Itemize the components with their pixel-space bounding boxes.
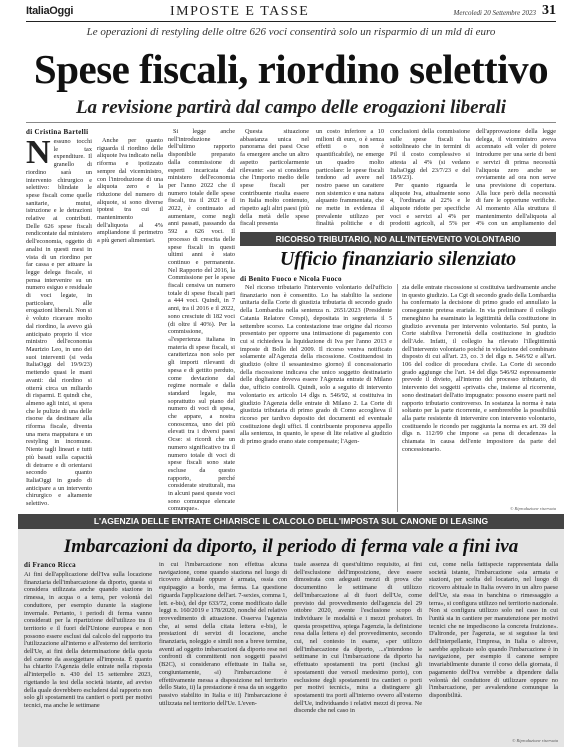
- issue-date: Mercoledì 20 Settembre 2023: [453, 9, 536, 17]
- box-paragraph: zia delle entrate riscossione si costituiva tardivamente anche in questo giudizio. La Cgt di secondo grado della Lombardia ha confermato la decisione di primo grado ed annullato la conseguente pretesa erariale. In via preliminare il collegio meneghino ha esaminato la legittimità della costituzione in giudizio avvenuta per intervento volontario. Sul punto, la Corte stabiliva l'erroneità della costituzione in giudizio dell'Ade. Infatti, il collegio ha rilevato l'illegittimità dell'intervento volontario poiché in violazione del combinato disposto di cui all'art. 23, co. 3 del dlgs n. 546/92 e all'art. 106 del codice di procedura civile. La Corte di secondo grado aggiunge che l'art. 14 del dlgs 546/92 espressamente prevede il divieto, all'interno del processo tributario, di intervento dei soggetti «privati» che, insieme al ricorrente, sono destinatari dell'atto impugnato: possono essere parti nel rapporto tributario controverso. In sostanza la norma è nata soltanto per la parte ricorrente, e sembrerebbe la possibilità alla parte resistente di intervenire con intervento volontario, costituendo le ricondo per raggiunta la norma ex art. 39 del dlgs n. 112/99 che impone «a pena di decadenza» la chiamata in causa dell'ente impositore da parte del concessionario.: [402, 284, 556, 453]
- bottom-paragraph: in cui l'imbarcazione non effettua alcuna navigazione, come quando staziona nel luogo di ricovero abituale oppure è armata, ossia con equipaggio a bordo, ma ferma. La questione riguarda l'applicazione dell'art. 7-sexies, comma 1, lett. e-bis), del dpr 633/72, come modificato dalle leggi n. 160/2019 e 178/2020, nonché del relativo provvedimento di attuazione. Osserva l'agenzia che, ai sensi della citata lettera e-bis), le prestazioni di servizi di locazione, anche finanziaria, noleggio e simili non a breve termine, aventi ad oggetto imbarcazioni da diporto rese nei confronti di committenti non soggetti passivi (B2C), si considerano effettuate in Italia se, congiuntamente, «i) l'imbarcazione è effettivamente messa a disposizione nel territorio dello Stato, ii) la prestazione è resa da un soggetto passivo stabilito in Italia e iii) l'imbarcazione è utilizzata nel territorio dell'Ue. L'even-: [159, 561, 287, 707]
- article-kicker: Le operazioni di restyling delle oltre 626 voci consentirà solo un risparmio di un mld di euro: [86, 26, 496, 38]
- masthead: [0, 0, 580, 22]
- copyright-note: © Riproduzione riservata: [512, 738, 558, 743]
- box-kicker-band: RICORSO TRIBUTARIO, NO ALL'INTERVENTO VOLONTARIO: [240, 232, 556, 246]
- bottom-paragraph: cui, come nella fattispecie rappresentata dalla società istante, l'imbarcazione «sia armata e stazioni, per scelta del locatario, nel luogo di ricovero abituale in Italia ovvero in un altro paese dell'Ue, sia essa in banchina o rimessaggio a terra», si configura utilizzo nel territorio nazionale. Non si configura utilizzo solo nel caso in cui l'unità sia in cantiere per manutenzione per motivi tecnici che ne impediscono la concreta fruizione». D'altronde, per l'agenzia, se si seguisse la tesi dell'interpellante, l'impresa, in Italia o altrove, sarebbe applicato solo quando l'imbarcazione è in navigazione, per esempio il canone sempre invariabilmente durante il corso della giornata, il pagamento dell'Iva verrebbe a dipendere dalla volontà del conduttore di utilizzare oppure no l'imbarcazione, per avvalendone comunque la disponibilità.: [429, 561, 558, 699]
- article-byline: di Cristina Bartelli: [26, 128, 89, 136]
- article-column-3: [168, 128, 235, 513]
- article-headline: Spese fiscali, riordino selettivo: [33, 46, 549, 92]
- box-column-1: [240, 284, 392, 512]
- bottom-paragraph: tuale assenza di quest'ultimo requisito, ai fini dell'esclusione dell'imposizione, deve essere dimostrata con adeguati mezzi di prova che documentino le settimane di utilizzo dell'imbarcazione al di fuori dell'Ue, come previsto dal provvedimento dell'agenzia del 29 ottobre 2020, avente l'esclusione scopo di individuare le modalità e i mezzi probatori. In questa prospettiva, spiega l'agenzia, la definizione resa dalla lettera e) del provvedimento, secondo cui, nel contesto in esame, «per utilizzo dell'imbarcazione da diporto, ...s'intendono le settimane in cui l'imbarcazione da diporto ha effettuato spostamenti tra porti (inclusi gli spostamenti due versoil medesimo porto), con esclusione degli spostamenti tra cantieri o porti per motivi tecnici», mira a distinguere gli spostamenti tra porti all'interno ovvero all'esterno dell'Ue, individuando i relativi mezzi di prova. Ne discende che nel caso in: [294, 561, 422, 715]
- article-column-6: [390, 128, 470, 228]
- article-column-4: [240, 128, 309, 228]
- article-paragraph: Questa situazione abbastanza unica nel panorama dei paesi Ocse fa emergere anche un altro aspetto particolarmente rilevante: «se si considera che l'importo medio delle spese fiscali per contribuente risulta essere in Italia molto contenuto, rispetto agli altri paesi (più della metà delle spese fiscali presenta: [240, 128, 309, 228]
- bottom-headline: Imbarcazioni da diporto, il periodo di ferma vale a fini iva: [63, 536, 519, 557]
- article-paragraph: Si legge anche nell'introduzione dell'ultimo rapporto disponibile preparato dalla commissione di esperti incaricata dal ministero dell'economia per l'anno 2022 che il numero totale delle spese fiscali, tra il 2021 e il 2022, è continuato ad aumentare, come negli anni passati, passando da 592 a 626 voci. Il processo di crescita delle spese fiscali in questi ultimi anni è stato continuo e permanente. Nel Rapporto del 2016, la Commissione per le spese fiscali censiva un numero totale di spese fiscali pari a 444 voci. Quindi, in 7 anni, tra il 2016 e il 2022, sono cresciute di 182 voci (di oltre il 40%). Per la commissione, «l'esperienza italiana in materia di spese fiscali, si caratterizza non solo per gli importi rilevanti di spesa e di gettito perduto, come deviazione dal regime normale e dalla standard legale, ma soprattutto sul piano del numero di voci di spesa, che appare, a nostra conoscenza, uno dei più elevati tra i diversi paesi Ocse: si ricordi che un numero significativo tra il numero totale di voci di spese fiscali sono state escluse da questo rapporto, perché considerate strutturali, ma in alcuni paesi queste voci sono comunque elencate comunque».: [168, 128, 235, 513]
- article-paragraph: dell'approvazione della legge delega, il viceministro aveva accennato «di voler di potere introdurre per una serie di beni e servizi di prima necessità l'aliquota zero anche se ovviamente ad ora non serve una previsione di copertura. Alla luce però della necessità di fare le opportune verifiche. Al momento Alla struttura il mantenimento dell'aliquota al 4% con un ampliamento del: [476, 128, 556, 228]
- box-column-2: [402, 284, 556, 506]
- newspaper-logo: ItaliaOggi: [26, 5, 74, 17]
- column-divider: [397, 284, 398, 512]
- article-paragraph: Per quanto riguarda le aliquote Iva, attualmente sono 4, l'ordinaria al 22% e le aliquote ridotte per specifiche voci e servizi al 4% per prodotti agricoli, al 5% per: [390, 181, 470, 228]
- bottom-column-1: [24, 571, 152, 743]
- bottom-byline: di Franco Ricca: [24, 561, 76, 569]
- box-byline: di Benito Fuoco e Nicola Fuoco: [240, 275, 342, 283]
- drop-cap: N: [26, 138, 51, 171]
- bottom-column-2: [159, 561, 287, 743]
- article-column-2: [97, 137, 163, 513]
- headline-rule: [26, 122, 556, 123]
- article-paragraph: essuno tocchi le tax expenditure. Il granello di riordino sarà un intervento chirurgico e selettivo: blindate le spese fiscali come quelle sanitarie, mutui, istruzione e le detrazioni relative ai contributi. Delle 626 spese fiscali rendicontate dal ministero dell'economia, oggetto di analisi in questi mesi in vista di un riordino per far cassa e per attuare la legge delega fiscale, si pensa intervenire su un numero esiguo e residuale di voci legate, in particolare, alle erogazioni liberali. Non si è voluto ricavare molto dal riordino, la avevo già anticipato proprio il vice ministro dell'economia Maurizio Leo, in uno dei suoi interventi (si veda ItaliaOggi del 19/9/23) mettendo quasi le mani avanti: dal riordino si otterrà circa un miliardo di risparmi. E quindi che, almeno agli inizi, si spera che le pulizie di una delle risorse da destinare alla riforma fiscale, diventa una mera mappatura e un restyling in incomune. Niente tagli lineari e tutti più basati sulla capacità di detrarre e di orientarsi secondo quanto ItaliaOggi in grado di anticipare a un intervento chirurgico e altamente selettivo.: [26, 138, 92, 508]
- article-column-5: [316, 128, 384, 228]
- article-paragraph: un costo inferiore a 10 milioni di euro, o è senza effetti o non è quantificabile), ne emerge un quadro molto particolare: le spese fiscali tendono ad avere nel nostro paese un carattere non sistemico e una natura alquanto frammentata, che ne mette in evidenza il prevalente utilizzo per finalità politiche e di: [316, 128, 384, 228]
- article-column-7: [476, 128, 556, 228]
- box-paragraph: Nel ricorso tributario l'intervento volontario dell'ufficio finanziario non è consentito. Lo ha stabilito la sezione unitaria della Corte di giustizia tributaria di secondo grado della Lombardia nella sentenza n. 2651/2023 (Presidente Catania Relatore Crespi), depositata in segreteria il 5 settembre scorso. La contestazione trae origine dal ricorso presentato per opporre una intimazione di pagamento con cui si richiedeva la liquidazione di Iva per l'anno 2013 e imposte di Bollo del 2009. Il ricorso veniva notificato solamente all'Agenzia della riscossione. Costituendosi in giudizio (oltre il sessantesimo giorno) il concessionario della riscossione indicava che unico soggetto destinatario delle doglianze doveva essere l'Agenzia entrate di Milano due, ufficio controlli. Quindi, solo a seguito di intervento volontario ex articolo 14 dlgs n. 546/92, si costituiva in giudizio l'Agenzia delle entrate di Milano 2. La Corte di giustizia tributaria di primo grado di Como accoglieva il ricorso per tardivo deposito dei documenti ed eventuale costituzione degli uffici. Il contribuente proponeva appello alla sentenza, in quanto, le spese di lite relative al giudizio di primo grado erano state compensate; l'Agen-: [240, 284, 392, 446]
- bottom-paragraph: Ai fini dell'applicazione dell'Iva sulla locazione finanziaria dell'imbarcazione da diporto, questa si considera utilizzata anche quando stazione in rimessa, in acqua o a terra, per volontà del conduttore, per esempio durante la stagione invernale. Pertanto, i periodi di ferma vanno considerati per la ripartizione dell'utilizzo tra il territorio e il fuori dell'Unione europea e non possono essere esclusi dal calcolo del rapporto tra l'utilizzazione all'interno e all'esterno del territorio dell'Ue, ai fini della determinazione della quota del canone da assoggettare all'imposta. È quanto ha chiarito l'Agenzia delle entrate nella risposta all'interpello n. 430 del 15 settembre 2023, rigettando la tesi della società istante, ad avviso della quale dovrebbero escludersi dal rapporto non solo gli spostamenti tra cantieri o porti per motivi tecnici, ma anche le settimane: [24, 571, 152, 709]
- bottom-column-4: [429, 561, 558, 737]
- bottom-kicker-band: L'AGENZIA DELLE ENTRATE CHIARISCE IL CALCOLO DELL'IMPOSTA SUL CANONE DI LEASING: [18, 514, 564, 529]
- bottom-article: [18, 514, 564, 747]
- article-subheadline: La revisione partirà dal campo delle erogazioni liberali: [75, 97, 507, 118]
- box-headline: Ufficio finanziario silenziato: [279, 248, 517, 270]
- copyright-note: © Riproduzione riservata: [510, 506, 556, 511]
- article-paragraph: Anche per quanto riguarda il riordino delle aliquote Iva indicato nella riforma e ipotizzato sempre dal viceministro, con l'introduzione di una aliquota zero e la riduzione del numero di aliquote, si sono diverse ipotesi tra cui il mantenimento dell'aliquota al 4% ampliandone il perimetro a più generi alimentari.: [97, 137, 163, 245]
- masthead-rule: [26, 21, 556, 22]
- article-column-1: [26, 138, 92, 513]
- section-title: IMPOSTE E TASSE: [170, 4, 310, 19]
- bottom-column-3: [294, 561, 422, 743]
- article-paragraph: conclusioni della commissione sulle spese fiscali ha sottolineato che in termini di Pil il costo complessivo si attesta al 4% (si vedano ItaliaOggi del 23/7/23 e del 18/9/23).: [390, 128, 470, 182]
- page-number: 31: [542, 3, 556, 18]
